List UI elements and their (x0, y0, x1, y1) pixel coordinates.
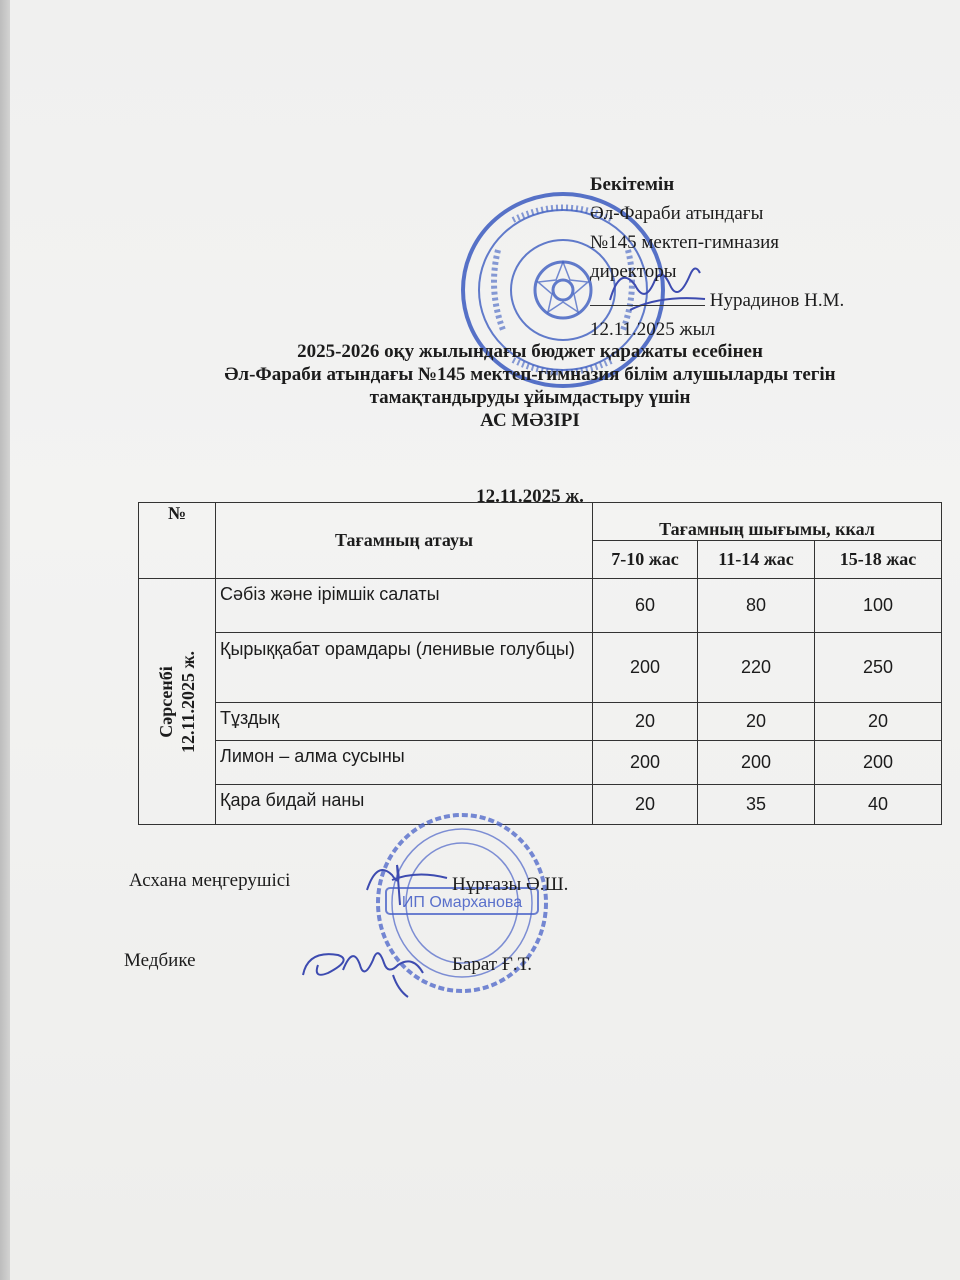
title-line-4: АС МӘЗІРІ (480, 410, 580, 431)
value-age-3: 200 (815, 741, 942, 785)
header-age-3: 15-18 жас (815, 541, 942, 579)
menu-date: 12.11.2025 ж. (476, 486, 584, 507)
director-name: Нурадинов Н.М. (709, 290, 845, 311)
table-row (139, 703, 942, 741)
value-age-3: 250 (815, 633, 942, 703)
approval-line-1: Әл-Фараби атындағы (590, 203, 764, 224)
food-name: Қырыққабат орамдары (ленивые голубцы) (216, 633, 593, 703)
header-age-2: 11-14 жас (698, 541, 815, 579)
cook-role: Асхана меңгерушісі (129, 870, 291, 891)
value-age-2: 20 (698, 703, 815, 741)
cook-signature-icon (362, 850, 452, 910)
approval-heading: Бекітемін (590, 174, 675, 195)
nurse-signature-icon (298, 935, 458, 1005)
day-date: 12.11.2025 ж. (178, 650, 198, 753)
table-row (139, 633, 942, 703)
header-number: № (139, 503, 216, 579)
nurse-name: Барат Ғ.Т. (452, 954, 533, 975)
approval-date: 12.11.2025 жыл (590, 319, 715, 340)
header-food-name: Тағамның атауы (216, 503, 593, 579)
header-output: Тағамның шығымы, ккал (593, 503, 942, 541)
day-name: Сәрсенбі (156, 665, 176, 738)
value-age-3: 40 (815, 785, 942, 825)
value-age-3: 100 (815, 579, 942, 633)
title-line-1: 2025-2026 оқу жылындағы бюджет қаражаты есебінен (297, 341, 763, 362)
approval-block (590, 170, 844, 344)
value-age-2: 80 (698, 579, 815, 633)
value-age-3: 20 (815, 703, 942, 741)
document-title (130, 340, 930, 432)
value-age-1: 20 (593, 703, 698, 741)
value-age-1: 200 (593, 741, 698, 785)
approval-director-line (590, 286, 844, 315)
day-cell (139, 579, 216, 825)
title-line-2: Әл-Фараби атындағы №145 мектеп-гимназия білім алушыларды тегін (224, 364, 836, 385)
value-age-2: 200 (698, 741, 815, 785)
food-name: Сәбіз және ірімшік салаты (216, 579, 593, 633)
value-age-1: 20 (593, 785, 698, 825)
ip-stamp-title: ИП Омарханова (401, 894, 523, 911)
food-name: Қара бидай наны (216, 785, 593, 825)
value-age-2: 220 (698, 633, 815, 703)
value-age-1: 200 (593, 633, 698, 703)
header-age-1: 7-10 жас (593, 541, 698, 579)
food-name: Лимон – алма сусыны (216, 741, 593, 785)
approval-line-2: №145 мектеп-гимназия (590, 232, 780, 253)
day-label (155, 650, 199, 752)
nurse-role: Медбике (124, 950, 196, 971)
menu-table (138, 502, 942, 825)
title-line-3: тамақтандыруды ұйымдастыру үшін (369, 387, 691, 408)
food-name: Тұздық (216, 703, 593, 741)
table-row (139, 741, 942, 785)
approval-line-3: директоры (590, 261, 677, 282)
value-age-1: 60 (593, 579, 698, 633)
value-age-2: 35 (698, 785, 815, 825)
cook-name: Нұрғазы Ә.Ш. (452, 874, 569, 895)
table-row (139, 579, 942, 633)
